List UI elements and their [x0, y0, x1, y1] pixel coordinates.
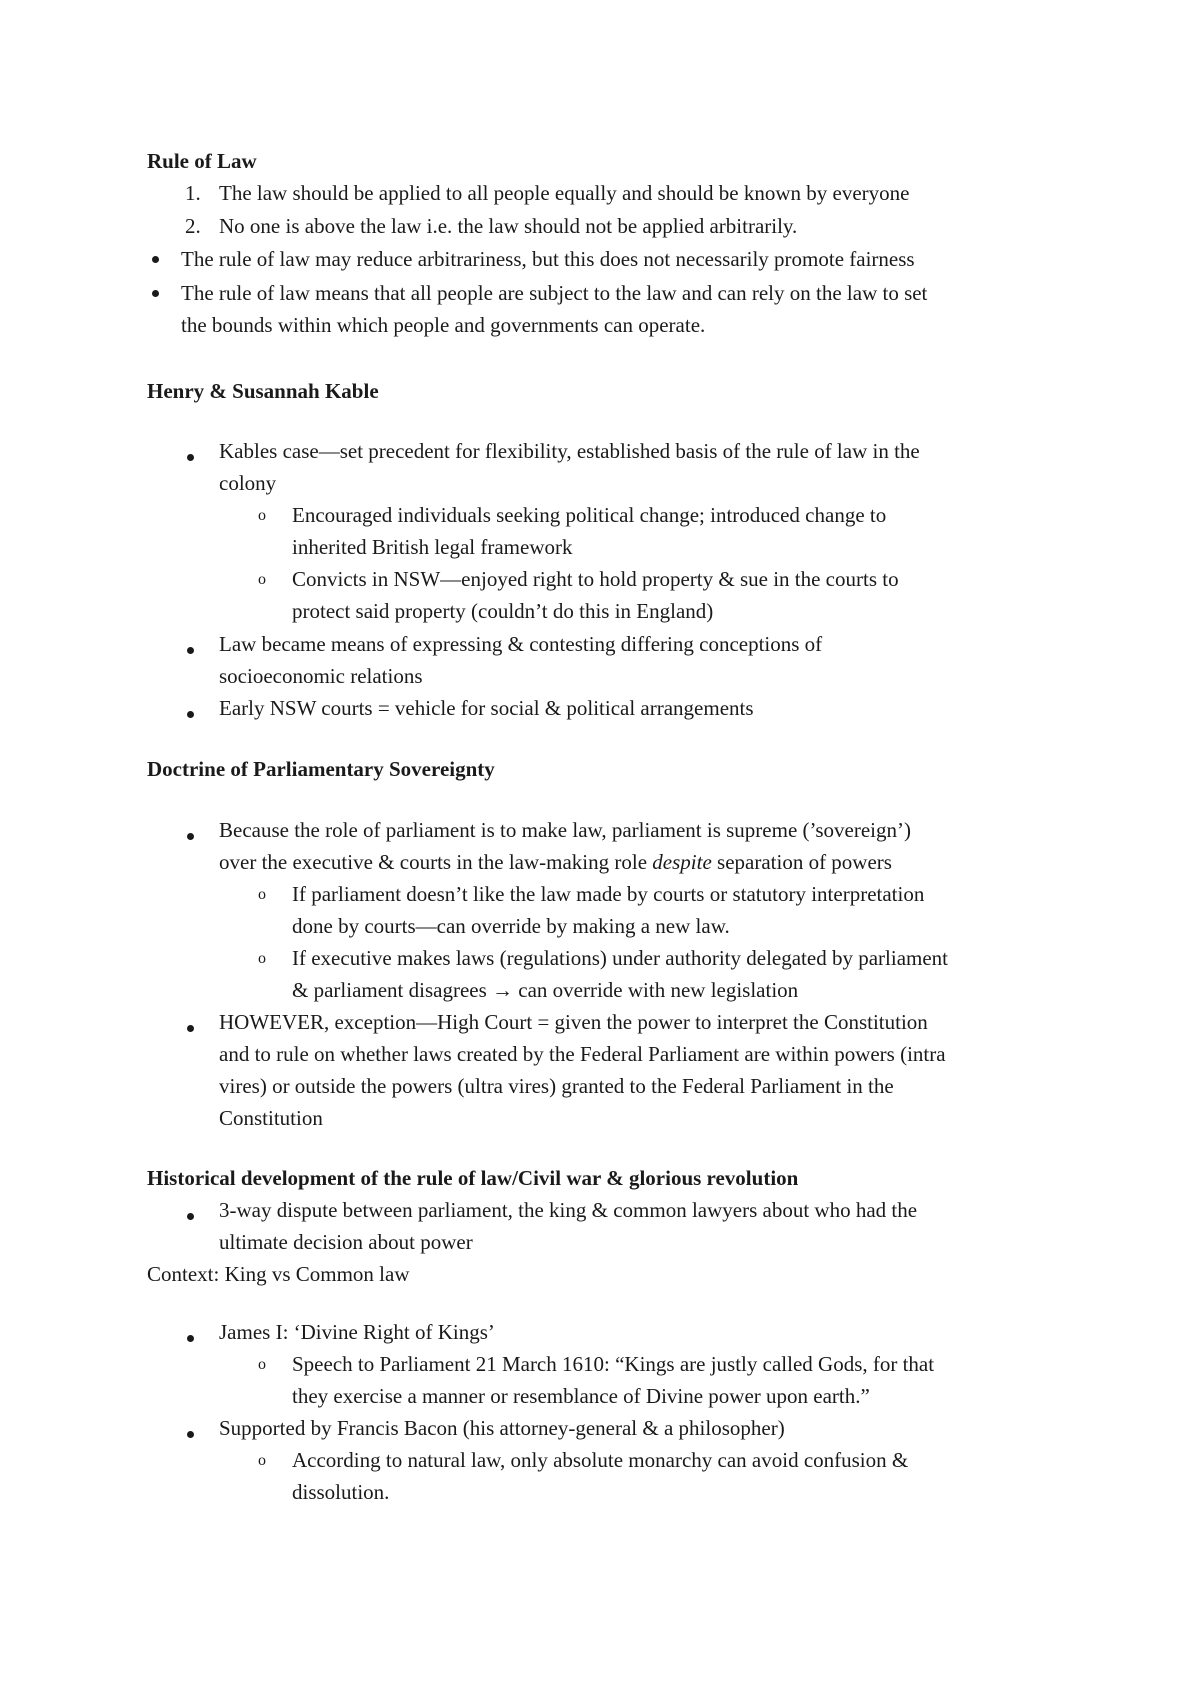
bullet-icon	[187, 1025, 194, 1032]
bullet-icon	[187, 647, 194, 654]
list-item-continuation: Constitution	[219, 1106, 323, 1130]
list-item-continuation: vires) or outside the powers (ultra vires) granted to the Federal Parliament in the	[219, 1074, 894, 1098]
list-number: 2.	[185, 214, 201, 238]
list-number: 1.	[185, 181, 201, 205]
sub-list-item-continuation: they exercise a manner or resemblance of Divine power upon earth.”	[292, 1384, 870, 1408]
sub-bullet-icon: o	[258, 886, 266, 903]
sub-bullet-icon: o	[258, 507, 266, 524]
text-span: separation of powers	[711, 850, 892, 874]
bullet-icon	[187, 833, 194, 840]
sub-list-item: If executive makes laws (regulations) under authority delegated by parliament	[292, 946, 949, 970]
list-item: No one is above the law i.e. the law should not be applied arbitrarily.	[219, 214, 798, 238]
list-item-continuation: colony	[219, 471, 277, 495]
sub-bullet-icon: o	[258, 1356, 266, 1373]
list-item: Kables case—set precedent for flexibility, established basis of the rule of law in the	[219, 439, 920, 463]
section-heading: Doctrine of Parliamentary Sovereignty	[147, 757, 495, 781]
sub-bullet-icon: o	[258, 1452, 266, 1469]
text-span: over the executive & courts in the law-making role	[219, 850, 653, 874]
sub-bullet-icon: o	[258, 571, 266, 588]
sub-list-item: Encouraged individuals seeking political change; introduced change to	[292, 503, 887, 527]
bullet-icon	[187, 711, 194, 718]
section-heading: Historical development of the rule of law/Civil war & glorious revolution	[147, 1166, 799, 1190]
list-item: 3-way dispute between parliament, the king & common lawyers about who had the	[219, 1198, 918, 1222]
context-line: Context: King vs Common law	[147, 1262, 410, 1286]
sub-bullet-icon: o	[258, 950, 266, 967]
bullet-icon	[187, 454, 194, 461]
section-heading: Rule of Law	[147, 149, 257, 173]
list-item: The rule of law means that all people are subject to the law and can rely on the law to set	[181, 281, 928, 305]
list-item: Law became means of expressing & contesting differing conceptions of	[219, 632, 823, 656]
sub-list-item: If parliament doesn’t like the law made by courts or statutory interpretation	[292, 882, 925, 906]
bullet-icon	[187, 1431, 194, 1438]
sub-list-item-continuation: done by courts—can override by making a new law.	[292, 914, 730, 938]
emphasis: despite	[652, 850, 712, 874]
list-item: The rule of law may reduce arbitrariness, but this does not necessarily promote fairness	[181, 247, 915, 271]
bullet-icon	[187, 1213, 194, 1220]
bullet-icon	[152, 290, 159, 297]
list-item: Supported by Francis Bacon (his attorney-general & a philosopher)	[219, 1416, 785, 1440]
list-item: The law should be applied to all people equally and should be known by everyone	[219, 181, 910, 205]
list-item: Because the role of parliament is to make law, parliament is supreme (’sovereign’)	[219, 818, 911, 842]
sub-list-item-continuation: dissolution.	[292, 1480, 390, 1504]
bullet-icon	[152, 256, 159, 263]
list-item-continuation: ultimate decision about power	[219, 1230, 473, 1254]
sub-list-item: According to natural law, only absolute monarchy can avoid confusion &	[292, 1448, 909, 1472]
sub-list-item: Speech to Parliament 21 March 1610: “Kings are justly called Gods, for that	[292, 1352, 935, 1376]
sub-list-item-continuation: inherited British legal framework	[292, 535, 573, 559]
list-item: HOWEVER, exception—High Court = given the power to interpret the Constitution	[219, 1010, 928, 1034]
list-item-continuation: the bounds within which people and governments can operate.	[181, 313, 706, 337]
list-item: James I: ‘Divine Right of Kings’	[219, 1320, 495, 1344]
sub-list-item: Convicts in NSW—enjoyed right to hold property & sue in the courts to	[292, 567, 899, 591]
list-item-continuation: and to rule on whether laws created by the Federal Parliament are within powers (intra	[219, 1042, 946, 1066]
list-item-continuation: socioeconomic relations	[219, 664, 423, 688]
bullet-icon	[187, 1335, 194, 1342]
sub-list-item-continuation: & parliament disagrees → can override with new legislation	[292, 978, 799, 1002]
section-heading: Henry & Susannah Kable	[147, 379, 379, 403]
list-item: Early NSW courts = vehicle for social & political arrangements	[219, 696, 754, 720]
list-item-continuation	[219, 852, 892, 873]
sub-list-item-continuation: protect said property (couldn’t do this in England)	[292, 599, 714, 623]
